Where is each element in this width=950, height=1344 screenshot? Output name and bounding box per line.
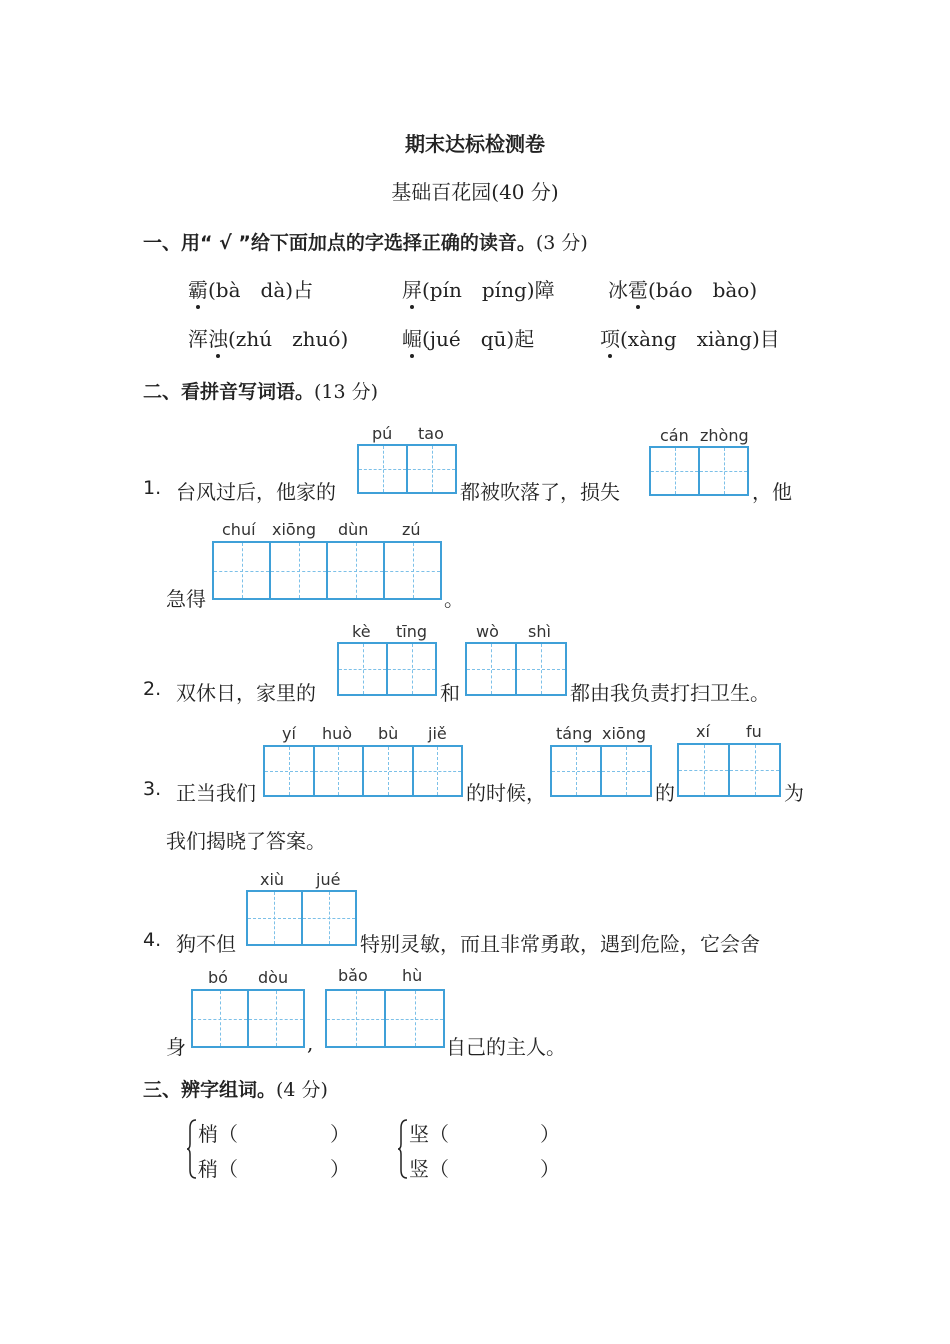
pinyin: bǎo — [338, 966, 368, 985]
answer-box-yihuobujie[interactable] — [263, 745, 463, 797]
pinyin: dùn — [338, 520, 369, 539]
brace-icon — [186, 1118, 198, 1180]
answer-box-keting[interactable] — [337, 642, 437, 696]
q3-text-5: 我们揭晓了答案。 — [166, 829, 326, 853]
section2-heading — [143, 377, 378, 404]
answer-box-tangxiong[interactable] — [550, 745, 652, 797]
q4-text-3: 身 — [166, 1035, 186, 1059]
pinyin: dòu — [258, 968, 289, 987]
group2-word1-label: 坚（ — [409, 1122, 449, 1146]
pinyin: tīng — [396, 622, 428, 641]
question-number: 4. — [143, 929, 162, 951]
question-number: 1. — [143, 477, 162, 499]
group1-word1-label: 梢（ — [198, 1122, 238, 1146]
answer-box-bodou[interactable] — [191, 989, 305, 1048]
answer-box-xiujue[interactable] — [246, 890, 357, 946]
q4-text-4: , — [307, 1031, 314, 1055]
reading-item-1: 霸(bà dà)占 — [188, 274, 313, 303]
q4-text-1: 狗不但 — [176, 932, 236, 956]
q2-text-3: 都由我负责打扫卫生。 — [570, 681, 770, 705]
pinyin: táng — [556, 724, 593, 743]
q4-text-5: 自己的主人。 — [446, 1035, 566, 1059]
pinyin: jiě — [428, 724, 447, 743]
question-number: 3. — [143, 778, 162, 800]
section3-heading — [143, 1075, 328, 1102]
q1-text-5: 。 — [444, 587, 464, 611]
question-number: 2. — [143, 678, 162, 700]
dotted-char: 雹 — [628, 274, 648, 303]
pinyin: yí — [282, 724, 296, 743]
q1-text-4: 急得 — [166, 587, 206, 611]
pinyin: bó — [208, 968, 228, 987]
q3-text-3: 的 — [655, 781, 675, 805]
q1-text-2: 都被吹落了，损失 — [460, 480, 620, 504]
pinyin: shì — [528, 622, 551, 641]
pinyin: zú — [402, 520, 421, 539]
dotted-char: 霸 — [188, 274, 208, 303]
pinyin: pú — [372, 424, 393, 443]
section1-points: (3 分) — [535, 232, 588, 254]
pinyin: kè — [352, 622, 371, 641]
pinyin: chuí — [222, 520, 256, 539]
dotted-char: 浊 — [208, 323, 228, 352]
pinyin: zhòng — [700, 426, 749, 445]
group1-word2-label: 稍（ — [198, 1157, 238, 1181]
answer-box-putao[interactable] — [357, 444, 457, 494]
reading-item-4: 浑浊(zhú zhuó) — [188, 323, 348, 352]
pinyin: cán — [660, 426, 689, 445]
answer-box-baohu[interactable] — [325, 989, 445, 1048]
reading-item-3: 冰雹(báo bào) — [608, 274, 757, 303]
brace-icon — [397, 1118, 409, 1180]
q3-text-4: 为 — [784, 781, 804, 805]
section3-heading-text: 三、辨字组词。 — [143, 1079, 277, 1101]
pinyin: jué — [316, 870, 341, 889]
pinyin: hù — [402, 966, 423, 985]
dotted-char: 屏 — [402, 274, 422, 303]
dotted-char: 崛 — [402, 323, 422, 352]
q2-text-2: 和 — [440, 681, 460, 705]
reading-item-2: 屏(pín píng)障 — [402, 274, 555, 303]
q2-text-1: 双休日，家里的 — [176, 681, 316, 705]
answer-box-woshi[interactable] — [465, 642, 567, 696]
pinyin: xiōng — [602, 724, 646, 743]
section1-heading — [143, 228, 588, 255]
q1-text-1: 台风过后，他家的 — [176, 480, 336, 504]
pinyin: bù — [378, 724, 399, 743]
group1-word2-close: ） — [330, 1157, 350, 1181]
q3-text-1: 正当我们 — [176, 781, 256, 805]
dotted-char: 项 — [600, 323, 620, 352]
q1-text-3: ，他 — [752, 480, 792, 504]
pinyin: xí — [696, 722, 710, 741]
answer-box-xifu[interactable] — [677, 743, 781, 797]
reading-item-6: 项(xàng xiàng)目 — [600, 323, 780, 352]
q3-text-2: 的时候， — [466, 781, 546, 805]
section2-points: (13 分) — [314, 381, 379, 403]
reading-item-5: 崛(jué qū)起 — [402, 323, 534, 352]
section2-heading-text: 二、看拼音写词语。 — [143, 381, 315, 403]
group1-word1-close: ） — [330, 1122, 350, 1146]
group2-word2-label: 竖（ — [409, 1157, 449, 1181]
pinyin: fu — [746, 722, 762, 741]
section3-points: (4 分) — [276, 1079, 328, 1101]
answer-box-canzhong[interactable] — [649, 446, 749, 496]
pinyin: tao — [418, 424, 444, 443]
group2-word1-close: ） — [540, 1122, 560, 1146]
pinyin: wò — [476, 622, 499, 641]
pinyin: xiù — [260, 870, 285, 889]
group2-word2-close: ） — [540, 1157, 560, 1181]
page-title: 期末达标检测卷 — [405, 132, 545, 156]
pinyin: xiōng — [272, 520, 316, 539]
answer-box-chuixiongdunzu[interactable] — [212, 541, 442, 600]
pinyin: huò — [322, 724, 353, 743]
section1-heading-text: 一、用“ √ ”给下面加点的字选择正确的读音。 — [143, 232, 536, 254]
page-subtitle: 基础百花园(40 分) — [391, 180, 559, 204]
q4-text-2: 特别灵敏，而且非常勇敢，遇到危险，它会舍 — [360, 932, 760, 956]
